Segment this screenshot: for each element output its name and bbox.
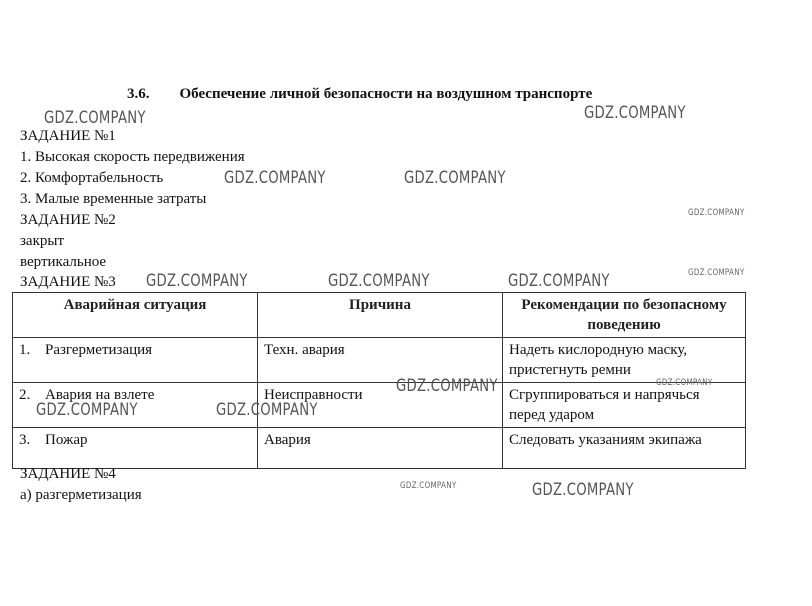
- watermark: GDZ.COMPANY: [224, 168, 326, 188]
- task1-item-2: 2. Комфортабельность: [20, 170, 164, 186]
- table-cell-recommendation: Сгруппироваться и напрячься перед ударом: [503, 383, 746, 428]
- table-cell-situation: [13, 338, 258, 383]
- row-number: 1.: [19, 342, 31, 358]
- watermark: GDZ.COMPANY: [400, 481, 457, 491]
- watermark: GDZ.COMPANY: [656, 378, 713, 388]
- watermark: GDZ.COMPANY: [688, 208, 745, 218]
- watermark: GDZ.COMPANY: [36, 400, 138, 420]
- situation-text: Разгерметизация: [45, 342, 153, 358]
- watermark: GDZ.COMPANY: [44, 108, 146, 128]
- task3-title: ЗАДАНИЕ №3: [20, 274, 116, 290]
- watermark: GDZ.COMPANY: [508, 271, 610, 291]
- section-title: 3.6. Обеспечение личной безопасности на воздушном транспорте: [127, 86, 593, 102]
- situation-text: Пожар: [45, 432, 88, 448]
- watermark: GDZ.COMPANY: [216, 400, 318, 420]
- task2-answer-1: закрыт: [20, 233, 65, 249]
- watermark: GDZ.COMPANY: [396, 376, 498, 396]
- task2-answer-2: вертикальное: [20, 254, 107, 270]
- watermark: GDZ.COMPANY: [328, 271, 430, 291]
- task1-title: ЗАДАНИЕ №1: [20, 128, 116, 144]
- table-cell-cause: Техн. авария: [258, 338, 503, 383]
- table-row: [13, 428, 746, 469]
- table-cell-recommendation: Следовать указаниям экипажа: [503, 428, 746, 469]
- table-cell-cause: Неисправности: [258, 383, 503, 428]
- task1-item-1: 1. Высокая скорость передвижения: [20, 149, 245, 165]
- task4-answer: а) разгерметизация: [20, 487, 142, 503]
- table-header-cause: Причина: [258, 293, 503, 338]
- watermark: GDZ.COMPANY: [532, 480, 634, 500]
- table-header-row: [13, 293, 746, 338]
- row-number: 3.: [19, 432, 31, 448]
- task1-item-3: 3. Малые временные затраты: [20, 191, 207, 207]
- task2-title: ЗАДАНИЕ №2: [20, 212, 116, 228]
- table-cell-situation: [13, 428, 258, 469]
- table-row: [13, 338, 746, 383]
- situation-text: Авария на взлете: [45, 387, 155, 403]
- task4-title: ЗАДАНИЕ №4: [20, 466, 116, 482]
- watermark: GDZ.COMPANY: [688, 268, 745, 278]
- table-cell-recommendation: Надеть кислородную маску, пристегнуть ремни: [503, 338, 746, 383]
- table-header-recommendations: Рекомендации по безопасному поведению: [503, 293, 746, 338]
- watermark: GDZ.COMPANY: [146, 271, 248, 291]
- table-cell-cause: Авария: [258, 428, 503, 469]
- row-number: 2.: [19, 387, 31, 403]
- table-header-situation: Аварийная ситуация: [13, 293, 258, 338]
- task3-table: [12, 292, 746, 469]
- watermark: GDZ.COMPANY: [584, 103, 686, 123]
- watermark: GDZ.COMPANY: [404, 168, 506, 188]
